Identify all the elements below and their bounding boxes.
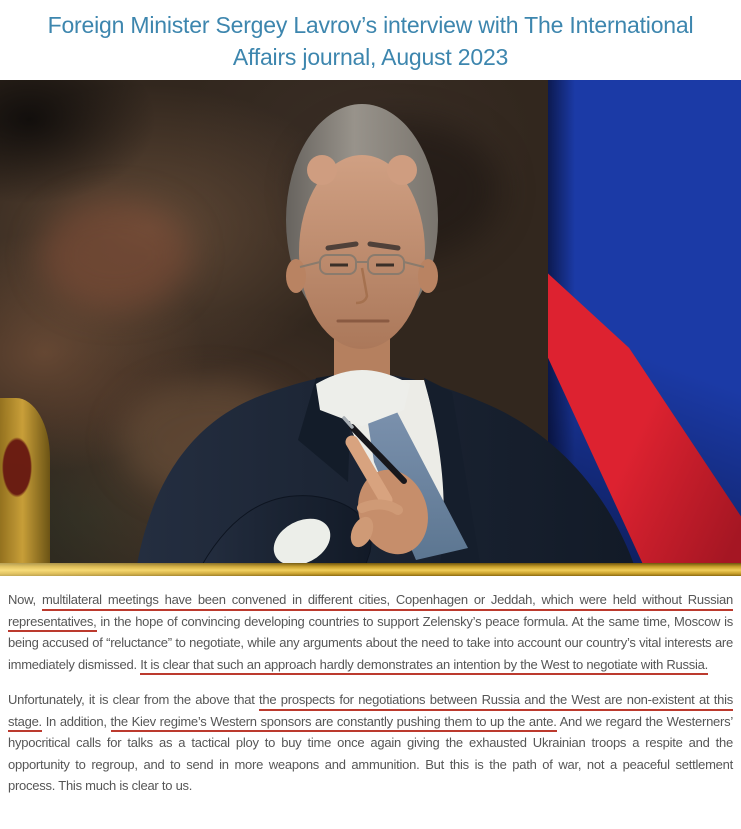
- underlined-segment: the prospects for negotiations between Russia and the West are non-existent at this stage.: [8, 692, 733, 732]
- underlined-segment: It is clear that such an approach hardly demonstrates an intention by the West to negotiate with Russia.: [140, 657, 708, 676]
- lavrov-portrait-illustration: [0, 80, 741, 576]
- text-segment: Now,: [8, 592, 42, 607]
- page-title: Foreign Minister Sergey Lavrov’s interview with The International Affairs journal, August 2023: [47, 12, 694, 70]
- paragraph: [8, 689, 733, 797]
- text-segment: in the hope of convincing developing countries to support Zelensky’s peace formula. At the same time, Moscow is being accused of “reluctance” to negotiate, while any arguments about the need to take into account our country’s vital interests are immediately dismissed.: [8, 613, 733, 672]
- underlined-segment: the Kiev regime’s Western sponsors are constantly pushing them to up the ante.: [111, 714, 557, 733]
- underlined-segment: multilateral meetings have been convened in different cities, Copenhagen or Jeddah, which were held without Russian representatives,: [8, 592, 733, 632]
- gold-desk: [0, 563, 741, 576]
- paragraph: [8, 589, 733, 675]
- article-header: [0, 0, 741, 80]
- article-body: [0, 576, 741, 805]
- text-segment: Unfortunately, it is clear from the above that: [8, 692, 260, 707]
- article-photo: [0, 80, 741, 576]
- text-segment: In addition,: [41, 713, 111, 729]
- text-segment: And we regard the Westerners’ hypocritical calls for talks as a tactical ploy to buy time once again giving the exhausted Ukrainian troops a respite and the opportunity to regroup, and to send in more weapons and ammunition. But this is the path of war, not a peaceful settlement process. This much is clear to us.: [8, 713, 733, 793]
